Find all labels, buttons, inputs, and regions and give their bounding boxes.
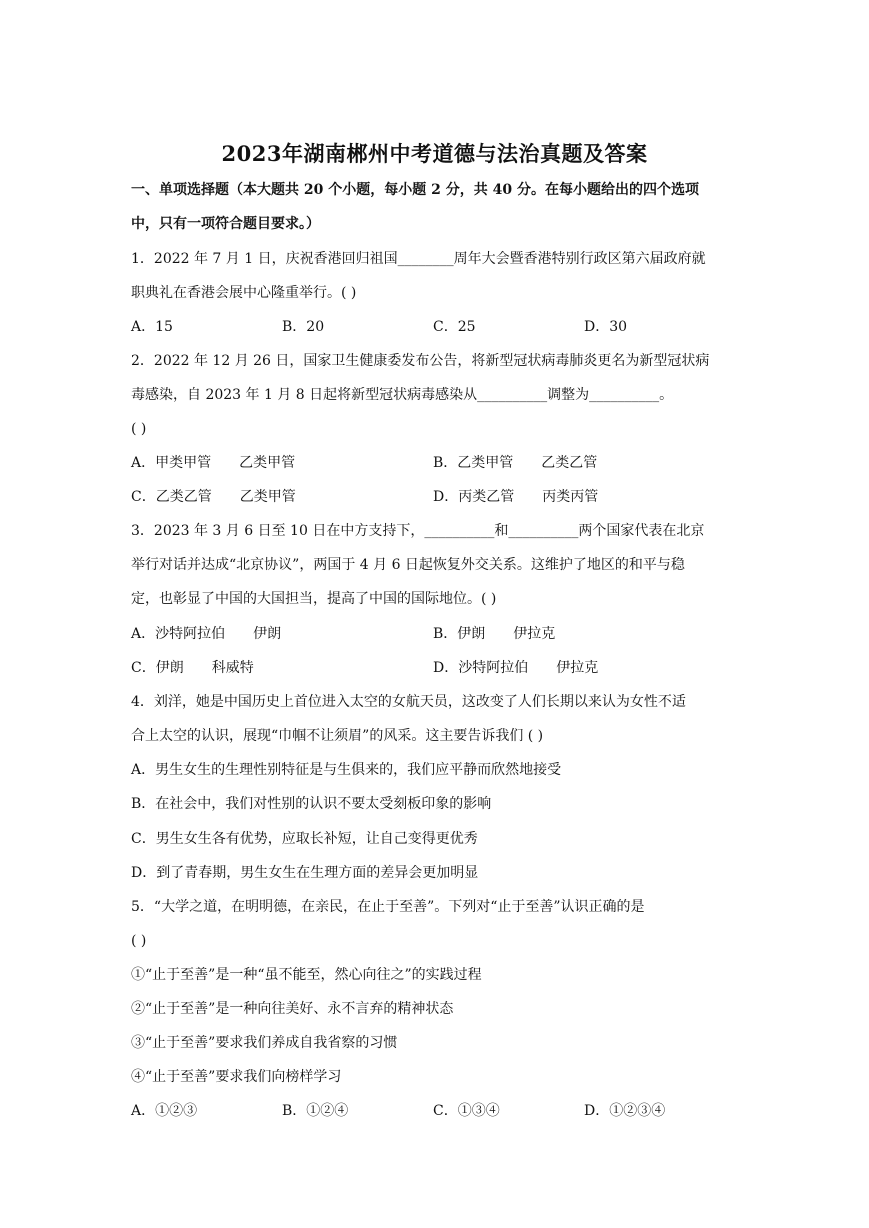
q4-stem-line-1: 4．刘洋，她是中国历史上首位进入太空的女航天员，这改变了人们长期以来认为女性不适	[131, 694, 686, 710]
q2-stem-line-1: 2．2022 年 12 月 26 日，国家卫生健康委发布公告，将新型冠状病毒肺炎更名为新型冠状病	[131, 353, 710, 369]
section-heading-line-1: 一、单项选择题（本大题共 20 个小题，每小题 2 分，共 40 分。在每小题给出的四个选项	[131, 182, 699, 198]
q3-stem-line-3: 定，也彰显了中国的大国担当，提高了中国的国际地位。( )	[131, 591, 497, 607]
q5-options	[131, 1101, 751, 1121]
q3-options-row-2	[131, 658, 751, 678]
q4-option-b[interactable]: B．在社会中，我们对性别的认识不要太受刻板印象的影响	[131, 796, 492, 812]
q2-stem-line-2: 毒感染，自 2023 年 1 月 8 日起将新型冠状病毒感染从__________调整为__________。	[131, 387, 674, 403]
q3-stem-line-2: 举行对话并达成“北京协议”，两国于 4 月 6 日起恢复外交关系。这维护了地区的和平与稳	[131, 557, 685, 573]
q5-option-d[interactable]: D．①②③④	[584, 1103, 666, 1119]
q5-statement-3: ③“止于至善”要求我们养成自我省察的习惯	[131, 1035, 398, 1051]
q2-option-b[interactable]: B．乙类甲管 乙类乙管	[433, 455, 598, 471]
q5-stem-line-1: 5．“大学之道，在明明德，在亲民，在止于至善”。下列对“止于至善”认识正确的是	[131, 899, 645, 915]
q4-option-a[interactable]: A．男生女生的生理性别特征是与生俱来的，我们应平静而欣然地接受	[131, 762, 562, 778]
q1-option-b[interactable]: B．20	[282, 319, 325, 335]
q2-option-c[interactable]: C．乙类乙管 乙类甲管	[131, 489, 296, 505]
q1-stem-line-1: 1．2022 年 7 月 1 日，庆祝香港回归祖国________周年大会暨香港特别行政区第六届政府就	[131, 251, 706, 267]
q5-statement-2: ②“止于至善”是一种向往美好、永不言弃的精神状态	[131, 1001, 454, 1017]
document-title: 2023年湖南郴州中考道德与法治真题及答案	[221, 141, 648, 166]
q2-answer-bracket: ( )	[131, 421, 147, 437]
q1-option-a[interactable]: A．15	[131, 319, 173, 335]
q1-options	[131, 317, 751, 337]
q5-option-b[interactable]: B．①②④	[282, 1103, 349, 1119]
q3-stem-line-1: 3．2023 年 3 月 6 日至 10 日在中方支持下，__________和__________两个国家代表在北京	[131, 523, 705, 539]
q5-answer-bracket: ( )	[131, 933, 147, 949]
q4-option-c[interactable]: C．男生女生各有优势，应取长补短，让自己变得更优秀	[131, 831, 478, 847]
q2-options-row-1	[131, 453, 751, 473]
q5-statement-1: ①“止于至善”是一种“虽不能至，然心向往之”的实践过程	[131, 967, 482, 983]
q5-option-a[interactable]: A．①②③	[131, 1103, 198, 1119]
q1-stem-line-2: 职典礼在香港会展中心隆重举行。( )	[131, 285, 357, 301]
q2-options-row-2	[131, 487, 751, 507]
q3-option-c[interactable]: C．伊朗 科威特	[131, 660, 254, 676]
q5-option-c[interactable]: C．①③④	[433, 1103, 500, 1119]
q1-option-c[interactable]: C．25	[433, 319, 476, 335]
section-heading-line-2: 中，只有一项符合题目要求。）	[131, 216, 320, 232]
q3-options-row-1	[131, 624, 751, 644]
q3-option-b[interactable]: B．伊朗 伊拉克	[433, 626, 556, 642]
q4-option-d[interactable]: D．到了青春期，男生女生在生理方面的差异会更加明显	[131, 865, 479, 881]
q2-option-d[interactable]: D．丙类乙管 丙类丙管	[433, 489, 599, 505]
q2-option-a[interactable]: A．甲类甲管 乙类甲管	[131, 455, 296, 471]
q1-option-d[interactable]: D．30	[584, 319, 628, 335]
q4-stem-line-2: 合上太空的认识，展现“巾帼不让须眉”的风采。这主要告诉我们 ( )	[131, 728, 544, 744]
q5-statement-4: ④“止于至善”要求我们向榜样学习	[131, 1069, 342, 1085]
q3-option-a[interactable]: A．沙特阿拉伯 伊朗	[131, 626, 282, 642]
q3-option-d[interactable]: D．沙特阿拉伯 伊拉克	[433, 660, 599, 676]
